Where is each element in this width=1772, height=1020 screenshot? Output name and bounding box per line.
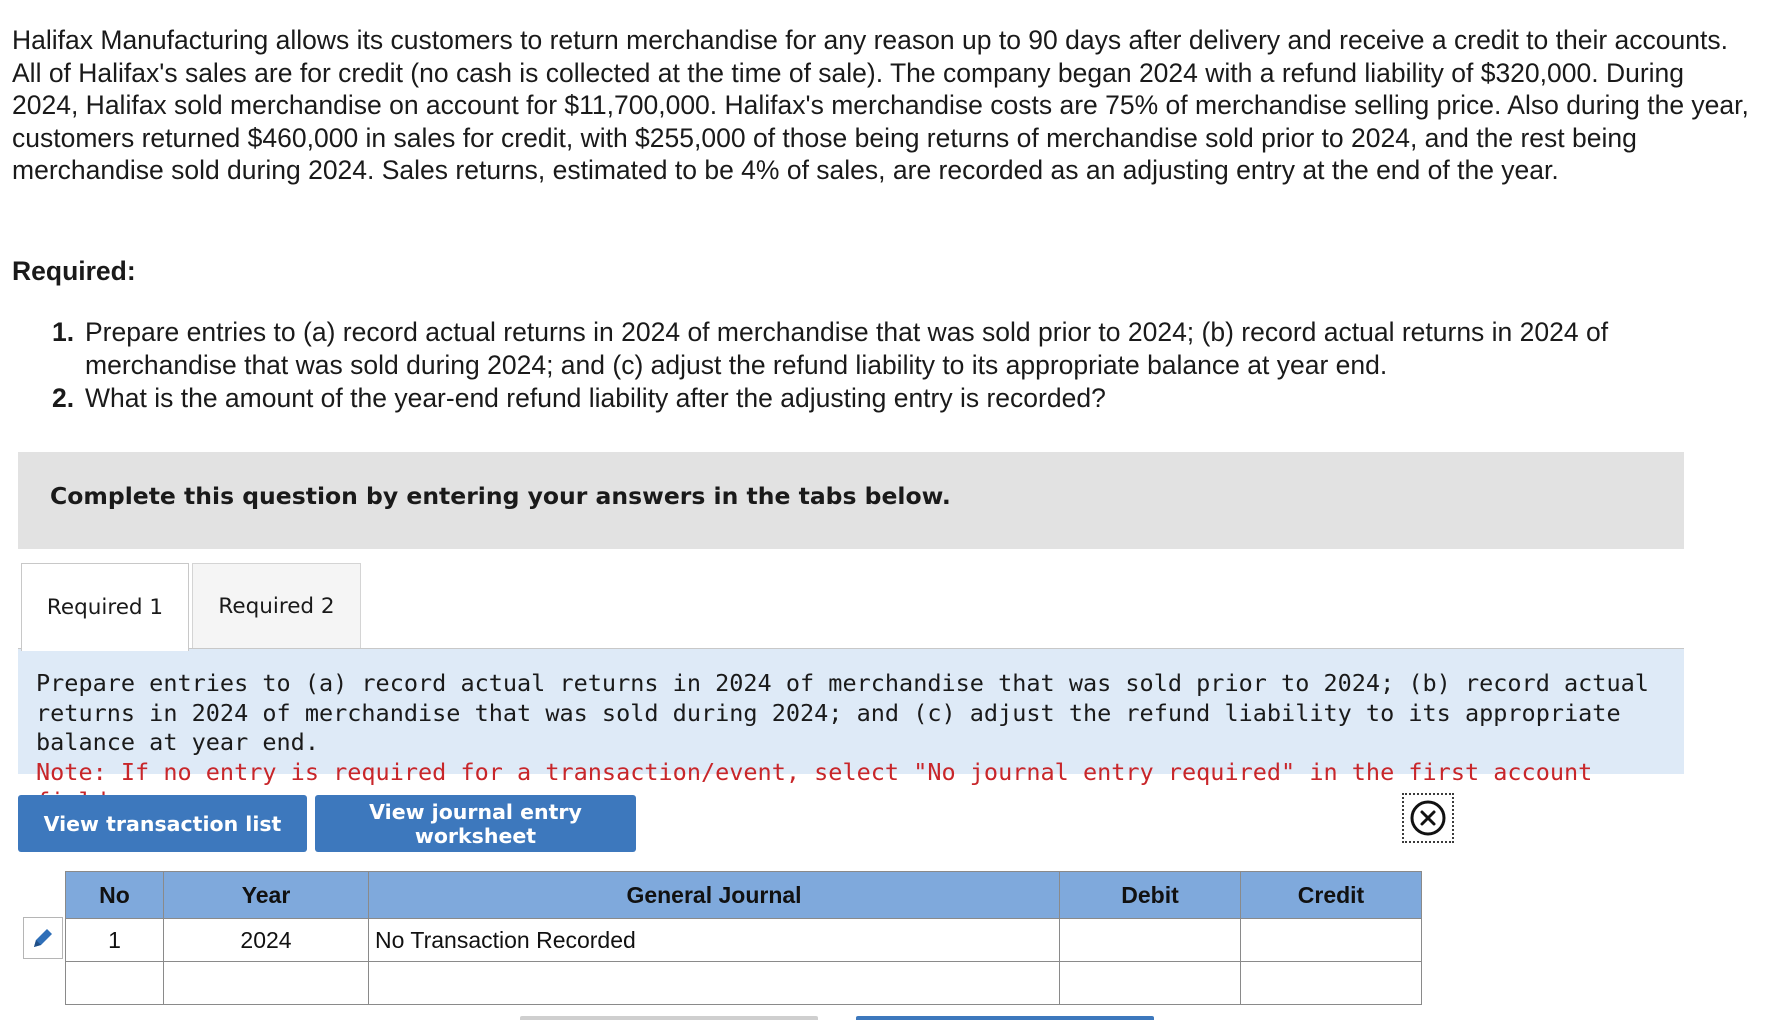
tab-required-2[interactable] [192,563,361,648]
instructions-text: Prepare entries to (a) record actual returns in 2024 of merchandise that was sold prior to 2024; (b) record actual returns in 2024 of merchandise that was sold during 2024; and (c) adjust the refund liability to its appropriate balance at year end. [36,669,1649,756]
close-button[interactable] [1402,793,1454,843]
row-entry: No Transaction Recorded [369,919,1060,962]
pencil-icon [30,925,56,951]
required-item-number: 2. [52,383,75,413]
row-debit [1060,962,1241,1005]
tab-instructions-panel [18,649,1684,786]
header-credit: Credit [1241,872,1422,919]
required-item-number: 1. [52,317,75,347]
instruction-banner [18,452,1684,549]
table-header-row [66,872,1422,919]
instructions-note: Note: If no entry is required for a transaction/event, select "No journal entry required" in the first account [36,757,1593,786]
header-debit: Debit [1060,872,1241,919]
required-item-text: Prepare entries to (a) record actual returns in 2024 of merchandise that was sold prior to 2024; (b) record actual returns in 2024 of merchandise that was sold during 2024; and (c) adjust the refund liability to its appropriate balance at year end. [85,317,1609,380]
tab-label: Required 1 [46,595,164,620]
banner-text: Complete this question by entering your answers in the tabs below. [50,482,951,510]
required-list [52,316,1732,415]
view-journal-entry-worksheet-button[interactable]: View journal entry worksheet [315,795,636,852]
row-no: 1 [66,919,164,962]
general-journal-table [65,871,1422,1005]
header-year: Year [164,872,369,919]
required-item-2 [52,382,1732,415]
edit-row-button[interactable] [23,917,63,959]
row-credit [1241,962,1422,1005]
circle-x-icon [1409,799,1447,837]
row-entry [369,962,1060,1005]
header-no: No [66,872,164,919]
row-no [66,962,164,1005]
header-general-journal: General Journal [369,872,1060,919]
table-row[interactable] [66,962,1422,1005]
required-item-1 [52,316,1732,382]
row-debit [1060,919,1241,962]
tab-label: Required 2 [218,593,335,619]
table-row[interactable] [66,919,1422,962]
prev-nav-button[interactable] [520,1016,818,1020]
tab-required-1[interactable] [21,563,189,651]
view-transaction-list-button[interactable]: View transaction list [18,795,307,852]
next-nav-button[interactable] [856,1016,1154,1020]
row-year: 2024 [164,919,369,962]
required-item-text: What is the amount of the year-end refund liability after the adjusting entry is recorded? [85,383,1106,413]
row-credit [1241,919,1422,962]
row-year [164,962,369,1005]
required-heading: Required: [12,256,136,286]
problem-statement: Halifax Manufacturing allows its customers to return merchandise for any reason up to 90 days after delivery and receive a credit to their accounts. All of Halifax's sales are for credit (no cash is collected at the time of sale). The company began 2024 with a refund liability of $320,000. During 2024, Halifax sold merchandise on account for $11,700,000. Halifax's merchandise costs are 75% of merchandise selling price. Also during the year, customers returned $460,000 in sales for credit, with $255,000 of those being returns of merchandise sold prior to 2024, and the rest being merchandise sold during 2024. Sales returns, estimated to be 4% of sales, are recorded as an adjusting entry at the end of the year. [12,25,1749,185]
